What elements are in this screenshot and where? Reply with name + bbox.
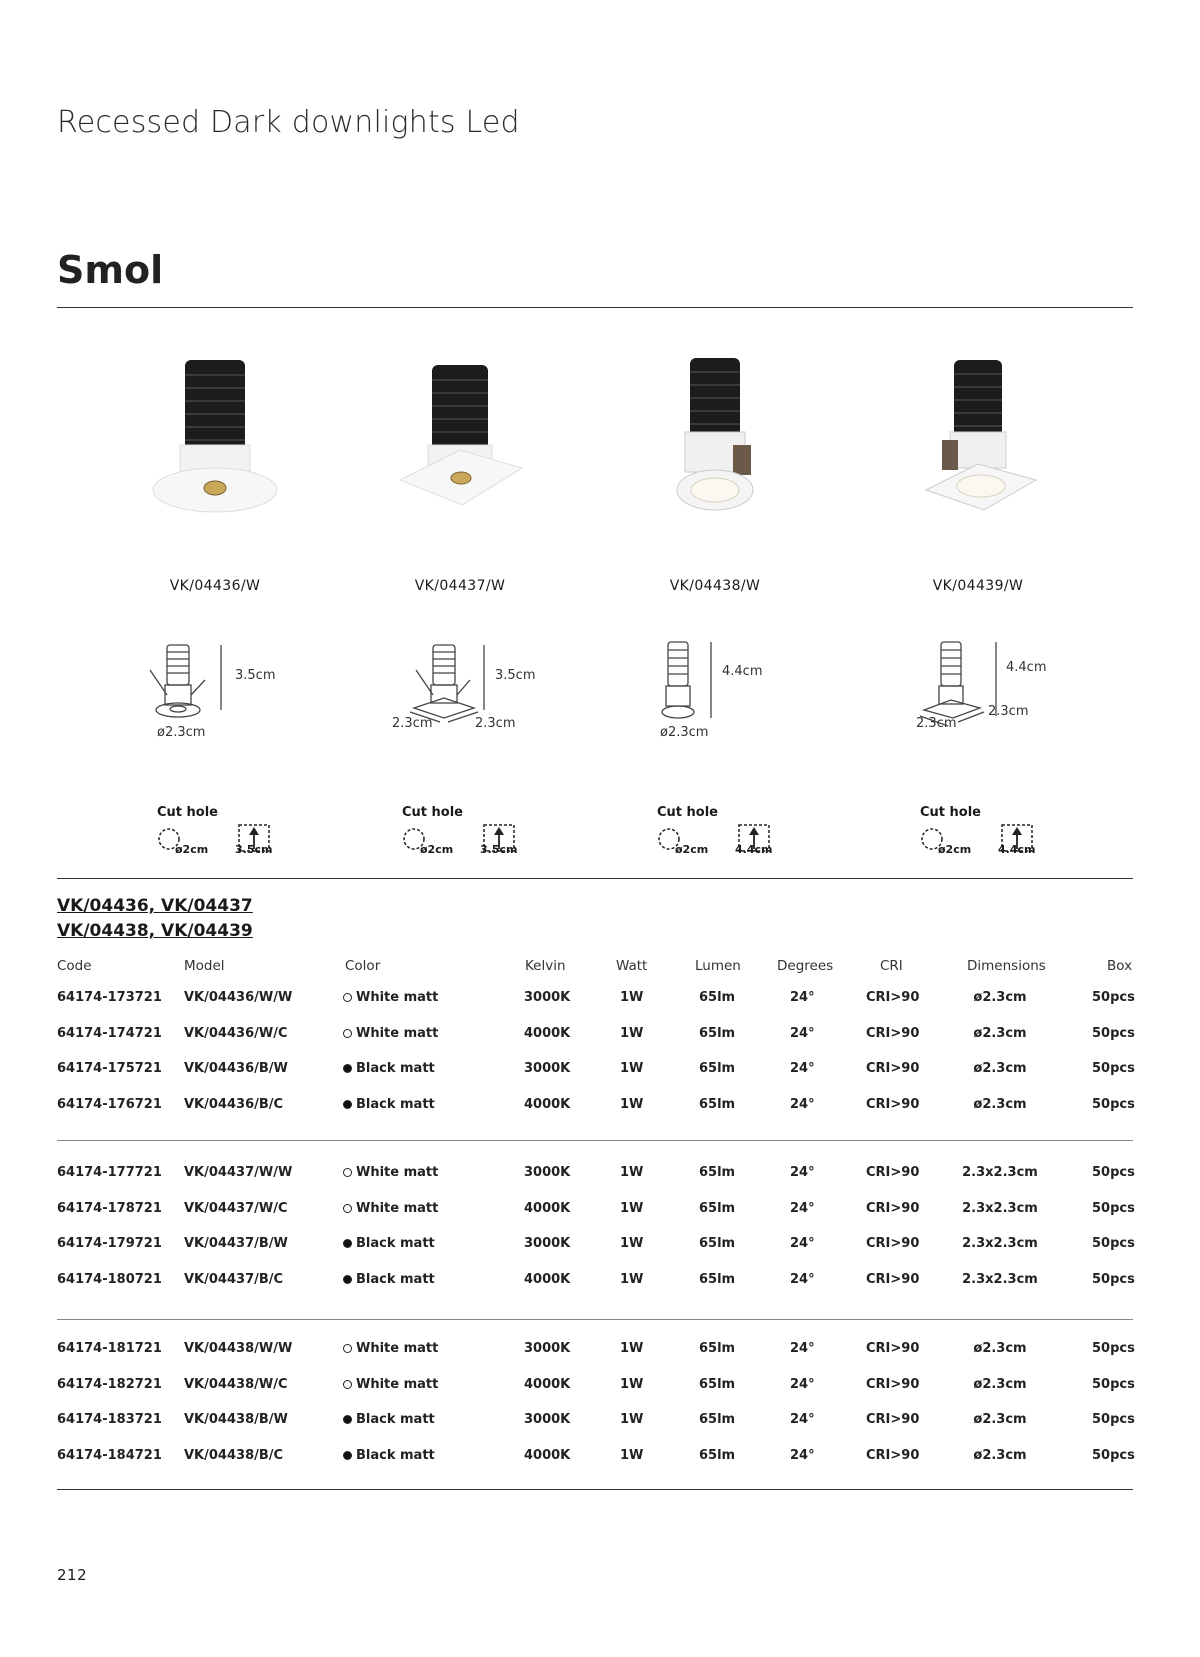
- cut-hole-info: [858, 805, 1098, 865]
- cell-degrees: 24°: [790, 990, 815, 1005]
- cell-model: VK/04438/B/W: [184, 1412, 288, 1427]
- cell-kelvin: 4000K: [524, 1025, 571, 1041]
- cell-model: VK/04438/W/W: [184, 1341, 293, 1356]
- cell-color: [343, 1412, 435, 1427]
- table-end-divider: [57, 1489, 1133, 1490]
- cut-hole-diameter: ø2cm: [675, 843, 709, 856]
- cell-degrees: 24°: [790, 1236, 815, 1251]
- product-card: [340, 340, 580, 860]
- product-model-label: VK/04436/W: [169, 578, 261, 594]
- cut-hole-depth: 3.5cm: [235, 843, 273, 856]
- cell-degrees: 24°: [790, 1341, 815, 1356]
- cell-dimensions: 2.3x2.3cm: [962, 1200, 1038, 1216]
- product-card: [595, 340, 835, 860]
- category-heading: Recessed Dark downlights Led: [57, 105, 520, 140]
- white-dot-icon: [343, 993, 352, 1002]
- product-model-label: VK/04438/W: [669, 578, 761, 594]
- page-number: 212: [57, 1566, 88, 1584]
- cell-lumen: 65lm: [699, 1061, 736, 1076]
- cell-cri: CRI>90: [866, 1341, 920, 1356]
- black-dot-icon: [343, 1239, 352, 1248]
- cell-model: VK/04438/W/C: [184, 1376, 288, 1392]
- cell-code: 64174-182721: [57, 1376, 162, 1392]
- cell-dimensions: ø2.3cm: [973, 1341, 1027, 1356]
- color-label: Black matt: [356, 1412, 435, 1427]
- cell-model: VK/04436/B/C: [184, 1096, 284, 1112]
- cell-kelvin: 4000K: [524, 1271, 571, 1287]
- width-dimension: 2.3cm: [916, 716, 957, 731]
- table-row: [0, 1448, 1200, 1472]
- column-header-color: Color: [345, 958, 381, 974]
- cell-dimensions: 2.3x2.3cm: [962, 1165, 1038, 1180]
- diameter-dimension: ø2.3cm: [157, 725, 206, 740]
- column-header-degrees: Degrees: [777, 958, 834, 974]
- cell-degrees: 24°: [790, 1447, 815, 1463]
- cell-dimensions: 2.3x2.3cm: [962, 1271, 1038, 1287]
- cell-color: [343, 1201, 438, 1216]
- cell-kelvin: 4000K: [524, 1376, 571, 1392]
- cell-model: VK/04437/W/C: [184, 1200, 288, 1216]
- cell-box: 50pcs: [1092, 1096, 1135, 1112]
- column-header-lumen: Lumen: [695, 958, 741, 974]
- cell-color: [343, 1026, 438, 1041]
- color-label: White matt: [356, 1165, 439, 1180]
- cut-hole-diameter: ø2cm: [175, 843, 209, 856]
- cell-cri: CRI>90: [866, 1061, 920, 1076]
- cell-degrees: 24°: [790, 1061, 815, 1076]
- color-label: Black matt: [356, 1061, 435, 1076]
- cell-dimensions: ø2.3cm: [973, 1447, 1027, 1463]
- cell-kelvin: 3000K: [524, 1165, 571, 1180]
- color-label: Black matt: [356, 1236, 435, 1251]
- model-group-heading: [57, 894, 253, 944]
- black-dot-icon: [343, 1415, 352, 1424]
- column-header-box: Box: [1107, 958, 1133, 974]
- cell-cri: CRI>90: [866, 1165, 920, 1180]
- downlight-square-tilt-photo: [858, 340, 1098, 540]
- cell-lumen: 65lm: [699, 1165, 736, 1180]
- cell-color: [343, 1097, 435, 1112]
- cut-hole-info: [95, 805, 335, 865]
- cell-lumen: 65lm: [699, 1341, 736, 1356]
- cell-watt: 1W: [620, 1376, 644, 1392]
- downlight-round-photo: [95, 340, 335, 540]
- cell-box: 50pcs: [1092, 1200, 1135, 1216]
- table-row: [0, 990, 1200, 1014]
- color-label: White matt: [356, 1376, 439, 1392]
- color-label: Black matt: [356, 1271, 435, 1287]
- cell-watt: 1W: [620, 1447, 644, 1463]
- cell-model: VK/04437/W/W: [184, 1165, 293, 1180]
- cell-dimensions: ø2.3cm: [973, 1376, 1027, 1392]
- cell-code: 64174-175721: [57, 1061, 162, 1076]
- cell-color: [343, 990, 438, 1005]
- title-divider: [57, 307, 1133, 308]
- cell-cri: CRI>90: [866, 1271, 920, 1287]
- depth-dimension: 2.3cm: [475, 716, 516, 731]
- cut-hole-label: Cut hole: [920, 805, 981, 820]
- cell-kelvin: 3000K: [524, 990, 571, 1005]
- cell-lumen: 65lm: [699, 1412, 736, 1427]
- cell-kelvin: 3000K: [524, 1412, 571, 1427]
- cell-degrees: 24°: [790, 1165, 815, 1180]
- cell-dimensions: ø2.3cm: [973, 1025, 1027, 1041]
- column-header-watt: Watt: [616, 958, 648, 974]
- cut-hole-depth: 3.5cm: [480, 843, 518, 856]
- cut-hole-label: Cut hole: [157, 805, 218, 820]
- cell-kelvin: 3000K: [524, 1061, 571, 1076]
- cell-watt: 1W: [620, 1341, 644, 1356]
- cell-color: [343, 1061, 435, 1076]
- cell-watt: 1W: [620, 990, 644, 1005]
- cell-watt: 1W: [620, 1096, 644, 1112]
- cell-box: 50pcs: [1092, 1447, 1135, 1463]
- downlight-round-tilt-photo: [595, 340, 835, 540]
- dimension-drawing: [595, 640, 835, 770]
- cell-code: 64174-179721: [57, 1236, 162, 1251]
- cell-code: 64174-180721: [57, 1271, 162, 1287]
- color-label: White matt: [356, 1025, 439, 1041]
- cut-hole-diameter: ø2cm: [938, 843, 972, 856]
- cell-model: VK/04436/W/W: [184, 990, 293, 1005]
- cell-cri: CRI>90: [866, 990, 920, 1005]
- color-label: Black matt: [356, 1096, 435, 1112]
- cell-code: 64174-174721: [57, 1025, 162, 1041]
- product-card: [858, 340, 1098, 860]
- white-dot-icon: [343, 1380, 352, 1389]
- cell-cri: CRI>90: [866, 1096, 920, 1112]
- cell-degrees: 24°: [790, 1412, 815, 1427]
- cell-lumen: 65lm: [699, 1200, 736, 1216]
- color-label: White matt: [356, 1341, 439, 1356]
- white-dot-icon: [343, 1344, 352, 1353]
- page-title: Smol: [57, 248, 164, 292]
- table-row: [0, 1412, 1200, 1436]
- table-row: [0, 1272, 1200, 1296]
- cell-lumen: 65lm: [699, 1025, 736, 1041]
- cut-hole-diameter: ø2cm: [420, 843, 454, 856]
- cell-cri: CRI>90: [866, 1447, 920, 1463]
- cell-dimensions: ø2.3cm: [973, 990, 1027, 1005]
- group-heading-line: VK/04438, VK/04439: [57, 921, 253, 941]
- cell-model: VK/04438/B/C: [184, 1447, 284, 1463]
- cell-watt: 1W: [620, 1271, 644, 1287]
- cell-box: 50pcs: [1092, 1341, 1135, 1356]
- dimension-drawing: [95, 640, 335, 770]
- black-dot-icon: [343, 1100, 352, 1109]
- table-row: [0, 1061, 1200, 1085]
- dimension-drawing: [858, 640, 1098, 770]
- cell-box: 50pcs: [1092, 1376, 1135, 1392]
- cell-dimensions: ø2.3cm: [973, 1412, 1027, 1427]
- cell-watt: 1W: [620, 1165, 644, 1180]
- black-dot-icon: [343, 1275, 352, 1284]
- products-divider: [57, 878, 1133, 879]
- cell-cri: CRI>90: [866, 1200, 920, 1216]
- table-row: [0, 1097, 1200, 1121]
- cell-lumen: 65lm: [699, 1271, 736, 1287]
- downlight-square-photo: [340, 340, 580, 540]
- height-dimension: 3.5cm: [495, 668, 536, 683]
- cell-code: 64174-178721: [57, 1200, 162, 1216]
- column-header-model: Model: [184, 958, 225, 974]
- height-dimension: 3.5cm: [235, 668, 276, 683]
- cell-lumen: 65lm: [699, 1376, 736, 1392]
- cell-watt: 1W: [620, 1061, 644, 1076]
- cell-box: 50pcs: [1092, 1025, 1135, 1041]
- cell-model: VK/04437/B/C: [184, 1271, 284, 1287]
- cell-color: [343, 1341, 438, 1356]
- table-row: [0, 1165, 1200, 1189]
- white-dot-icon: [343, 1168, 352, 1177]
- cell-model: VK/04436/W/C: [184, 1025, 288, 1041]
- cell-code: 64174-184721: [57, 1447, 162, 1463]
- table-row: [0, 1341, 1200, 1365]
- cell-dimensions: 2.3x2.3cm: [962, 1236, 1038, 1251]
- cell-kelvin: 3000K: [524, 1236, 571, 1251]
- cell-lumen: 65lm: [699, 990, 736, 1005]
- cell-box: 50pcs: [1092, 1165, 1135, 1180]
- cell-dimensions: ø2.3cm: [973, 1096, 1027, 1112]
- depth-dimension: 2.3cm: [988, 704, 1029, 719]
- cut-hole-label: Cut hole: [657, 805, 718, 820]
- table-row: [0, 1026, 1200, 1050]
- product-model-label: VK/04437/W: [414, 578, 506, 594]
- black-dot-icon: [343, 1451, 352, 1460]
- cell-color: [343, 1165, 438, 1180]
- cell-color: [343, 1377, 438, 1392]
- table-row: [0, 1236, 1200, 1260]
- white-dot-icon: [343, 1029, 352, 1038]
- cell-model: VK/04436/B/W: [184, 1061, 288, 1076]
- product-card: [95, 340, 335, 860]
- color-label: Black matt: [356, 1447, 435, 1463]
- cell-code: 64174-177721: [57, 1165, 162, 1180]
- cell-cri: CRI>90: [866, 1376, 920, 1392]
- cell-lumen: 65lm: [699, 1447, 736, 1463]
- cell-kelvin: 4000K: [524, 1200, 571, 1216]
- cell-kelvin: 4000K: [524, 1447, 571, 1463]
- cell-code: 64174-183721: [57, 1412, 162, 1427]
- cell-watt: 1W: [620, 1025, 644, 1041]
- group-heading-line: VK/04436, VK/04437: [57, 896, 253, 916]
- height-dimension: 4.4cm: [722, 664, 763, 679]
- cell-cri: CRI>90: [866, 1412, 920, 1427]
- column-header-kelvin: Kelvin: [525, 958, 566, 974]
- cut-hole-depth: 4.4cm: [998, 843, 1036, 856]
- diameter-dimension: ø2.3cm: [660, 725, 709, 740]
- cell-box: 50pcs: [1092, 1061, 1135, 1076]
- table-row: [0, 1377, 1200, 1401]
- cell-lumen: 65lm: [699, 1236, 736, 1251]
- cell-box: 50pcs: [1092, 1236, 1135, 1251]
- cell-degrees: 24°: [790, 1376, 815, 1392]
- column-header-code: Code: [57, 958, 92, 974]
- cut-hole-label: Cut hole: [402, 805, 463, 820]
- cell-degrees: 24°: [790, 1025, 815, 1041]
- cell-cri: CRI>90: [866, 1025, 920, 1041]
- width-dimension: 2.3cm: [392, 716, 433, 731]
- cell-color: [343, 1236, 435, 1251]
- table-row: [0, 1201, 1200, 1225]
- cell-code: 64174-173721: [57, 990, 162, 1005]
- white-dot-icon: [343, 1204, 352, 1213]
- cell-box: 50pcs: [1092, 990, 1135, 1005]
- cell-lumen: 65lm: [699, 1096, 736, 1112]
- cell-watt: 1W: [620, 1412, 644, 1427]
- cell-watt: 1W: [620, 1236, 644, 1251]
- cell-box: 50pcs: [1092, 1271, 1135, 1287]
- cell-model: VK/04437/B/W: [184, 1236, 288, 1251]
- cell-color: [343, 1448, 435, 1463]
- product-model-label: VK/04439/W: [932, 578, 1024, 594]
- group-divider: [57, 1140, 1133, 1141]
- cell-degrees: 24°: [790, 1096, 815, 1112]
- black-dot-icon: [343, 1064, 352, 1073]
- height-dimension: 4.4cm: [1006, 660, 1047, 675]
- column-header-cri: CRI: [880, 958, 903, 974]
- color-label: White matt: [356, 990, 439, 1005]
- cell-box: 50pcs: [1092, 1412, 1135, 1427]
- cell-degrees: 24°: [790, 1200, 815, 1216]
- cell-watt: 1W: [620, 1200, 644, 1216]
- cut-hole-info: [595, 805, 835, 865]
- cut-hole-depth: 4.4cm: [735, 843, 773, 856]
- cell-code: 64174-176721: [57, 1096, 162, 1112]
- cell-color: [343, 1272, 435, 1287]
- dimension-drawing: [340, 640, 580, 770]
- color-label: White matt: [356, 1200, 439, 1216]
- cell-code: 64174-181721: [57, 1341, 162, 1356]
- cell-cri: CRI>90: [866, 1236, 920, 1251]
- column-header-dimensions: Dimensions: [967, 958, 1046, 974]
- cell-kelvin: 4000K: [524, 1096, 571, 1112]
- cut-hole-info: [340, 805, 580, 865]
- cell-degrees: 24°: [790, 1271, 815, 1287]
- group-divider: [57, 1319, 1133, 1320]
- cell-dimensions: ø2.3cm: [973, 1061, 1027, 1076]
- cell-kelvin: 3000K: [524, 1341, 571, 1356]
